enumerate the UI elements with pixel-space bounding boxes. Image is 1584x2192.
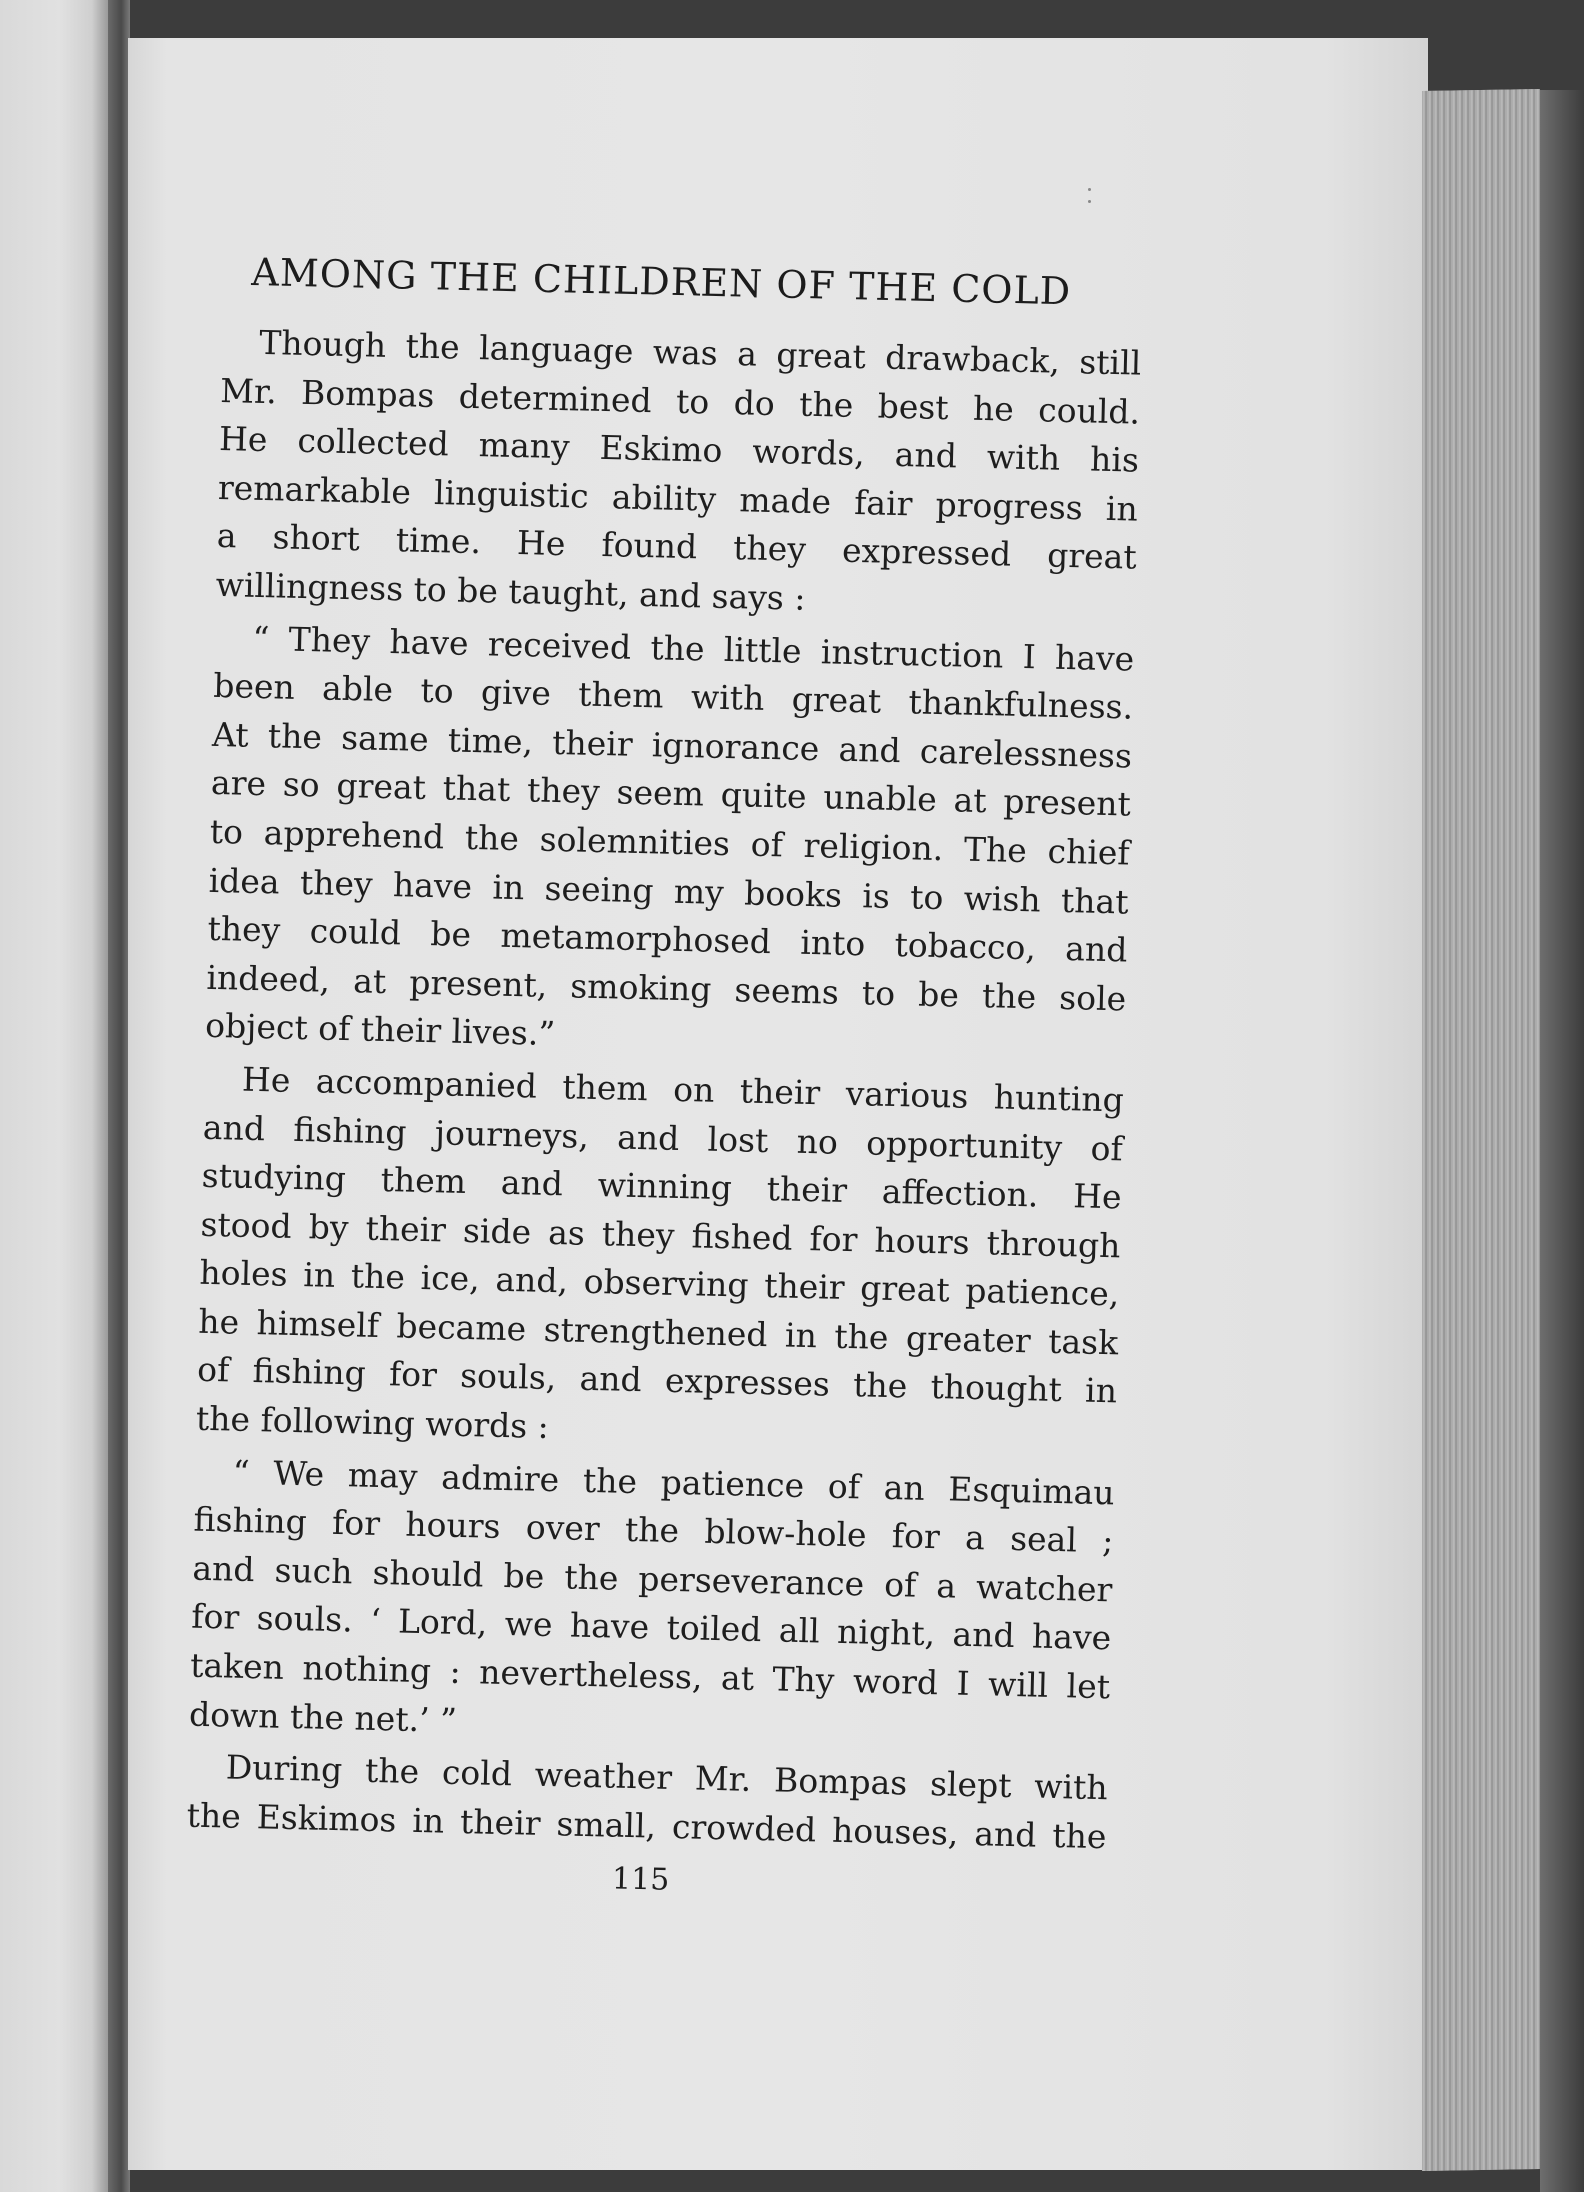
text-line: indeed, at present, smoking seems to be the sole [206,957,1127,1019]
text-line: At the same time, their ignorance and carelessness [211,714,1133,776]
text-line: a short time. He found they expressed great [216,516,1138,577]
page-number: 115 [611,1861,670,1898]
text-line: object of their lives.” [204,1006,556,1054]
text-line: for souls. ‘ Lord, we have toiled all night, and have [190,1597,1112,1658]
text-line: the Eskimos in their small, crowded houses, and the [186,1795,1107,1857]
text-line: willingness to be taught, and says : [215,564,806,618]
paragraph [186,1743,1108,1862]
text-line: “ We may admire the patience of an Esquimau [232,1452,1116,1513]
text-line: holes in the ice, and, observing their great patience, [199,1253,1120,1314]
text-line: they could be metamorphosed into tobacco, and [207,908,1128,970]
text-line: been able to give them with great thankfulness. [212,666,1134,727]
text-line: studying them and winning their affection. He [201,1155,1122,1217]
text-line: the following words : [195,1398,550,1447]
text-line: Though the language was a great drawback, still [258,322,1142,383]
text-line: and such should be the perseverance of a watcher [192,1548,1113,1610]
text-line: down the net.’ ” [188,1694,458,1740]
text-line: fishing for hours over the blow-hole for a seal ; [193,1499,1114,1561]
text-line: of fishing for souls, and expresses the thought in [196,1350,1118,1411]
text-line: remarkable linguistic ability made fair progress in [217,467,1139,529]
text-line: taken nothing : nevertheless, at Thy word I will let [189,1645,1111,1707]
paragraph [195,1055,1124,1465]
running-head: AMONG THE CHILDREN OF THE COLD [250,250,1072,314]
text-line: During the cold weather Mr. Bompas slept with [225,1747,1109,1808]
text-line: idea they have in seeing my books is to wish that [208,860,1129,922]
paragraph [205,613,1135,1072]
paragraph [189,1447,1116,1760]
text-line: Mr. Bompas determined to do the best he could. [219,370,1141,432]
text-line: stood by their side as they fished for hours through [200,1204,1121,1266]
scan-speck [1088,188,1091,191]
body-text [186,318,1142,1866]
text-line: he himself became strengthened in the greater task [197,1301,1119,1363]
text-line: He accompanied them on their various hunting [241,1059,1125,1120]
text-line: “ They have received the little instruction I have [252,618,1135,679]
scan-speck [1088,200,1091,203]
text-line: He collected many Eskimo words, and with his [218,419,1140,480]
text-line: are so great that they seem quite unable at present [210,763,1132,824]
paragraph [215,318,1142,631]
text-line: and fishing journeys, and lost no opportunity of [202,1107,1124,1168]
text-line: to apprehend the solemnities of religion. The chief [209,811,1131,873]
